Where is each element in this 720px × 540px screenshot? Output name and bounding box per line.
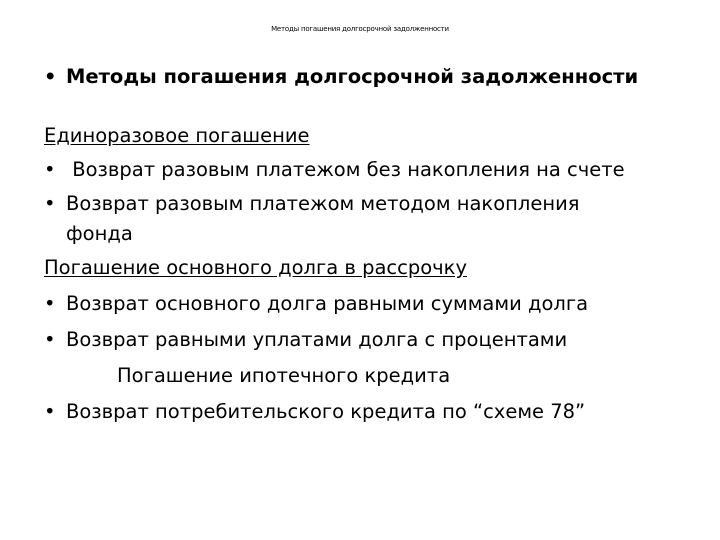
section-label-installments: Погашение основного долга в рассрочку [44,256,468,279]
list-item [44,287,704,321]
slide-content [44,58,704,429]
heading-bullet [44,60,704,94]
bullet-icon: • [44,192,56,215]
list-item [44,189,644,249]
list-item-text: Возврат разовым платежом без накопления на счете [66,158,625,181]
list-item [44,153,704,187]
list-item-text: Возврат разовым платежом методом накопления фонда [66,192,580,245]
list-item [44,323,704,357]
bullet-icon: • [44,158,56,181]
slide-title: Методы погашения долгосрочной задолженности [271,25,449,33]
list-item-text: Возврат равными уплатами долга с процентами [66,328,568,351]
list-item [44,395,704,429]
main-heading: Методы погашения долгосрочной задолженности [66,65,639,88]
list-item-text: Возврат основного долга равными суммами долга [66,292,589,315]
sub-label-mortgage: Погашение ипотечного кредита [117,364,451,387]
bullet-icon: • [44,292,56,315]
bullet-icon: • [44,328,56,351]
bullet-icon: • [44,400,56,423]
bullet-icon: • [44,65,57,88]
list-item-text: Возврат потребительского кредита по “схеме 78” [66,400,586,423]
section-label-lump-sum: Единоразовое погашение [44,124,310,147]
